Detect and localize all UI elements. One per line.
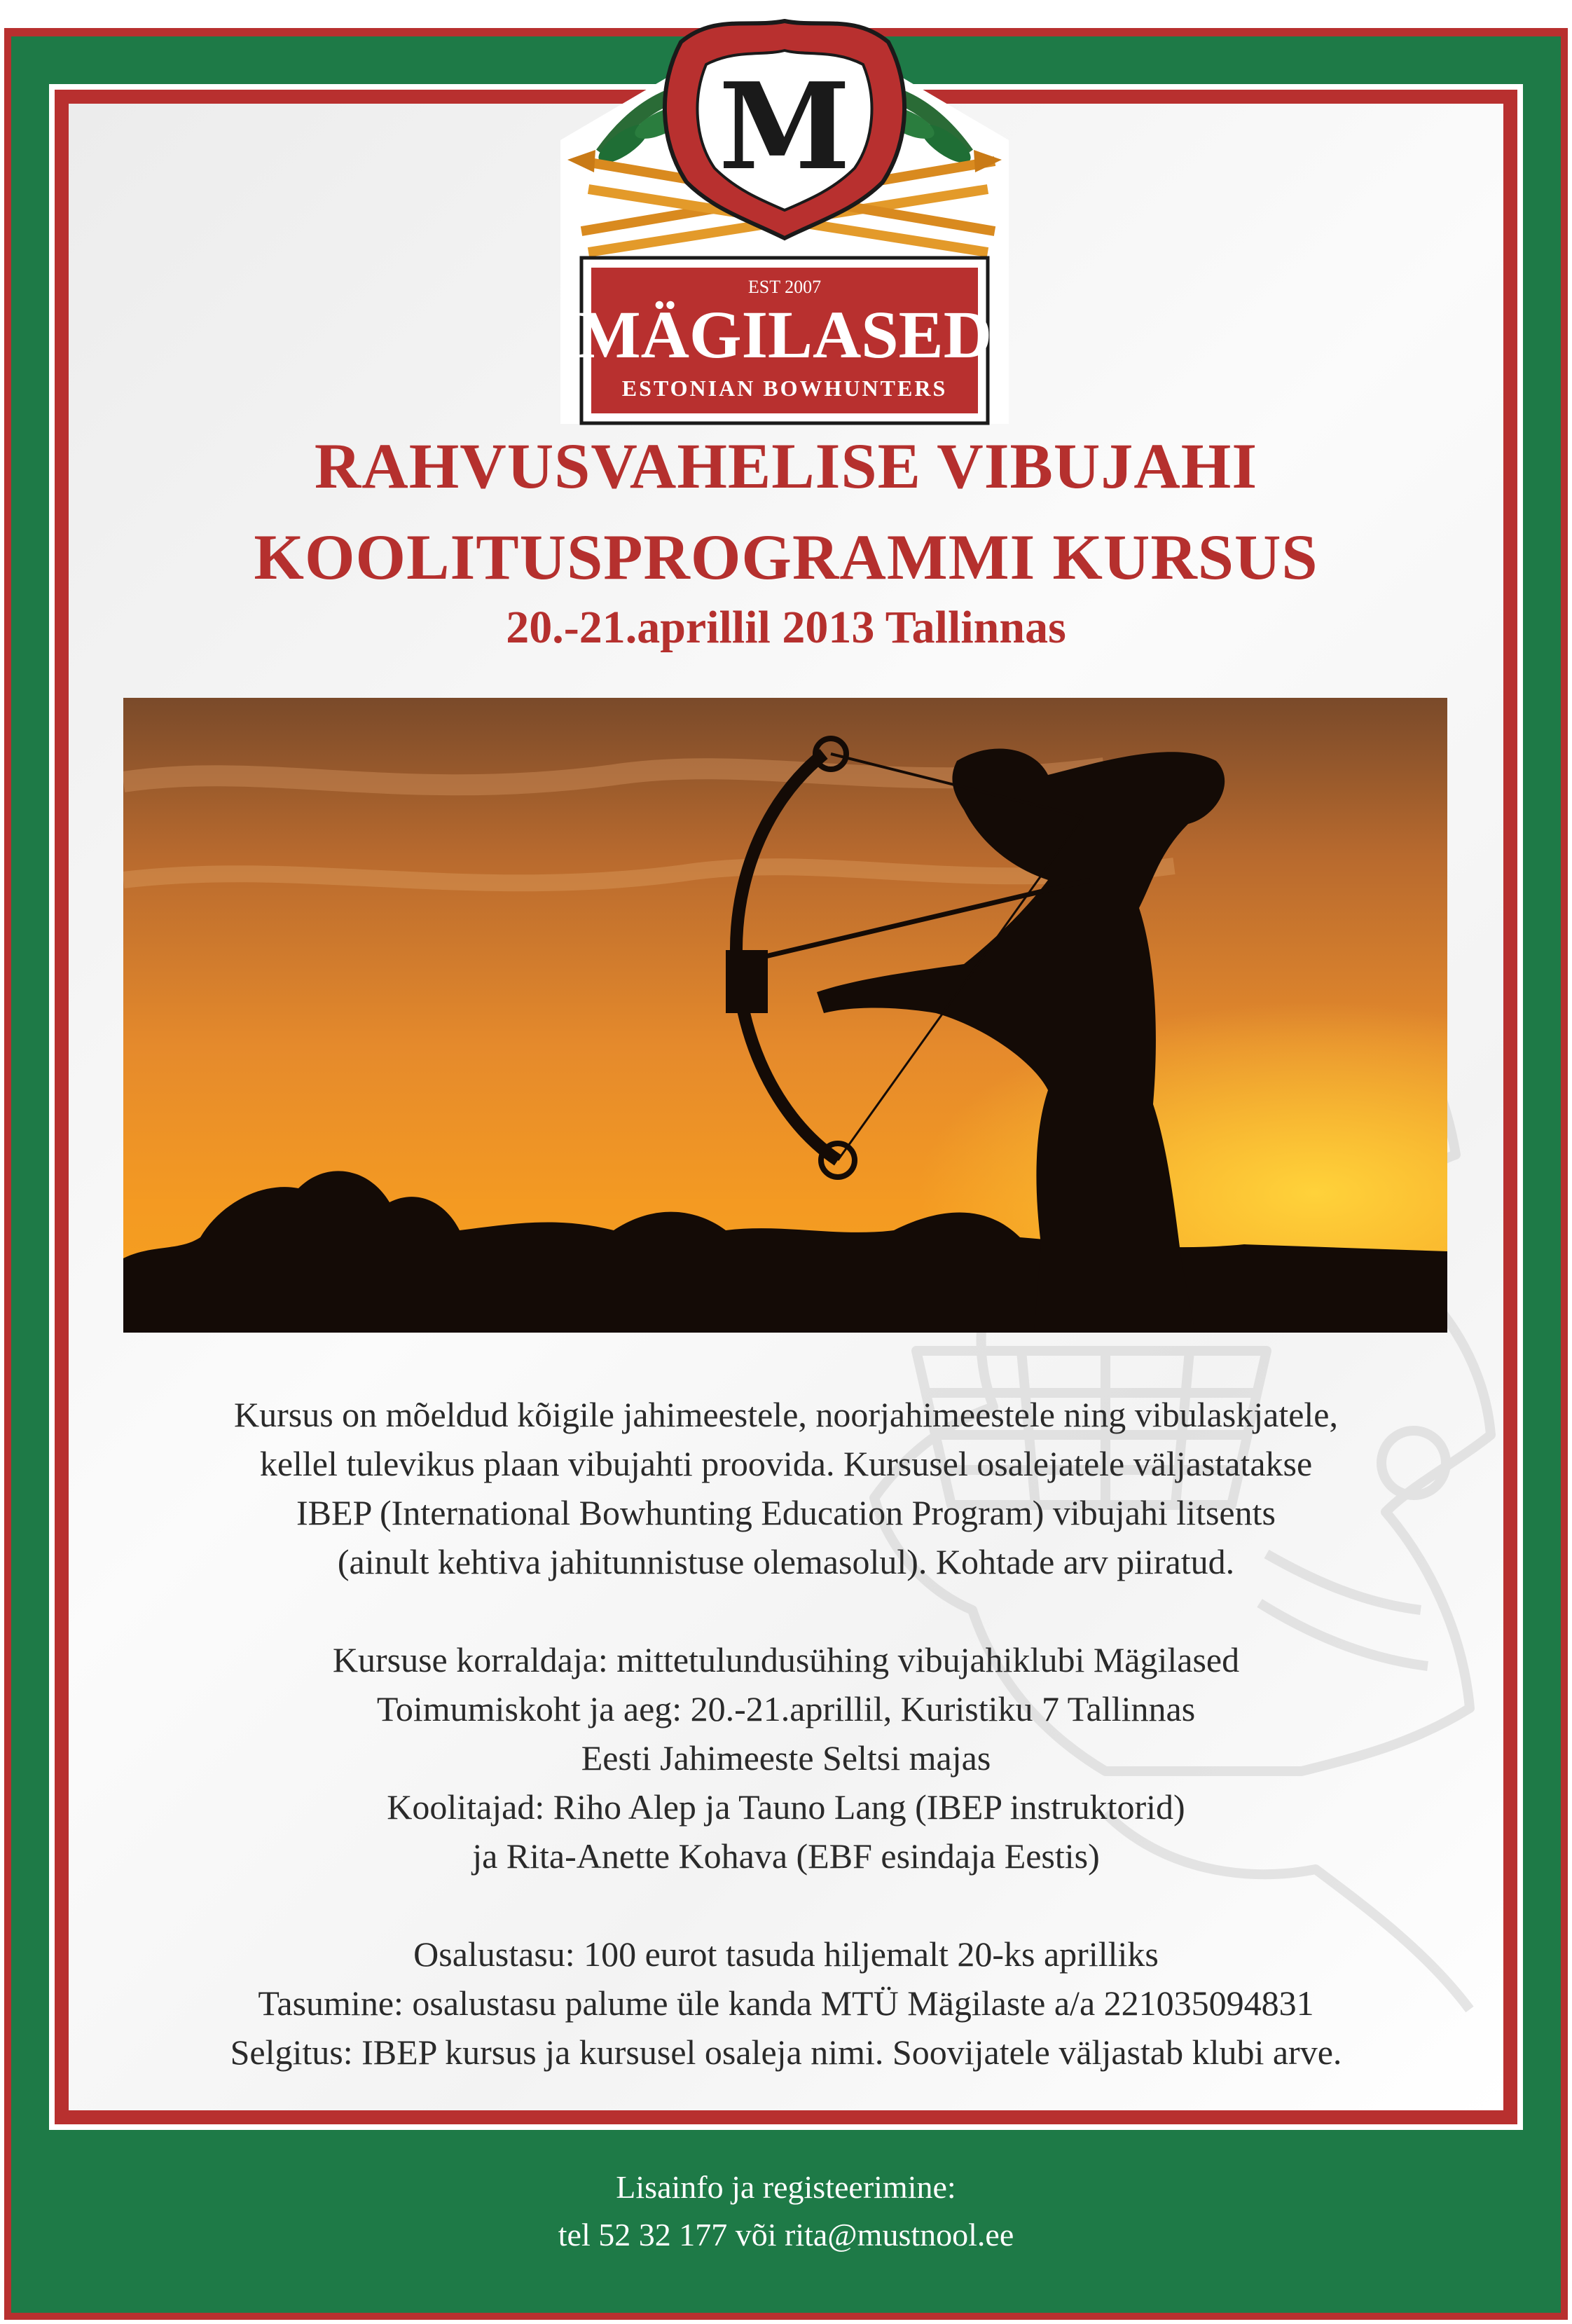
details-line: Eesti Jahimeeste Seltsi majas	[581, 1738, 991, 1778]
details-line: Koolitajad: Riho Alep ja Tauno Lang (IBEP instruktorid)	[387, 1787, 1185, 1827]
payment-line: Osalustasu: 100 eurot tasuda hiljemalt 20-ks aprilliks	[413, 1934, 1159, 1974]
footer-contact: tel 52 32 177 või rita@mustnool.ee	[558, 2217, 1014, 2253]
title-line-2: KOOLITUSPROGRAMMI KURSUS	[254, 521, 1318, 593]
intro-paragraph	[69, 1390, 1503, 1586]
date-place-subtitle: 20.-21.aprillil 2013 Tallinnas	[506, 602, 1066, 653]
intro-line: (ainult kehtiva jahitunnistuse olemasolul). Kohtade arv piiratud.	[337, 1542, 1235, 1581]
details-line: ja Rita-Anette Kohava (EBF esindaja Eestis)	[472, 1836, 1100, 1876]
logo-established: EST 2007	[747, 277, 822, 297]
archer-sunset-photo	[123, 698, 1447, 1333]
details-paragraph	[69, 1635, 1503, 1880]
logo-name: MÄGILASED	[577, 297, 993, 372]
payment-line: Selgitus: IBEP kursus ja kursusel osaleja nimi. Soovijatele väljastab klubi arve.	[230, 2033, 1342, 2072]
intro-line: kellel tulevikus plaan vibujahti proovida. Kursusel osalejatele väljastatakse	[259, 1444, 1313, 1483]
title-line-1: RAHVUSVAHELISE VIBUJAHI	[314, 430, 1258, 502]
footer-label: Lisainfo ja registeerimine:	[616, 2169, 956, 2205]
logo-tagline: ESTONIAN BOWHUNTERS	[621, 376, 948, 401]
magilased-logo	[518, 0, 1051, 429]
intro-line: IBEP (International Bowhunting Education Program) vibujahi litsents	[296, 1493, 1276, 1532]
details-line: Toimumiskoht ja aeg: 20.-21.aprillil, Kuristiku 7 Tallinnas	[376, 1689, 1196, 1728]
intro-line: Kursus on mõeldud kõigile jahimeestele, noorjahimeestele ning vibulaskjatele,	[233, 1395, 1338, 1434]
logo-monogram: M	[718, 57, 851, 197]
payment-paragraph	[69, 1930, 1503, 2077]
details-line: Kursuse korraldaja: mittetulundusühing vibujahiklubi Mägilased	[332, 1640, 1240, 1679]
payment-line: Tasumine: osalustasu palume üle kanda MTÜ Mägilaste a/a 221035094831	[258, 1983, 1314, 2023]
